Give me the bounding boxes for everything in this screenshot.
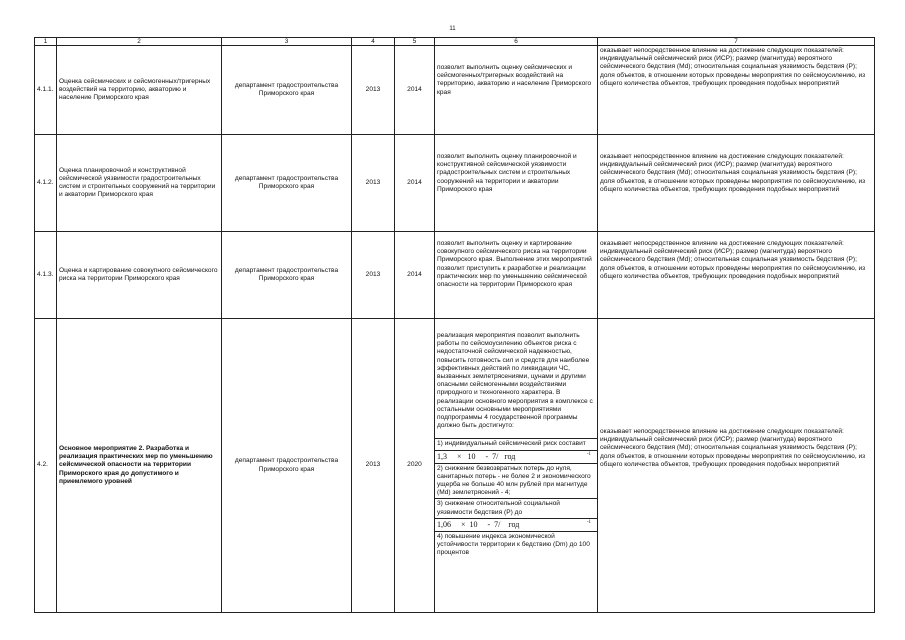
formula-2-exp: -1: [586, 519, 591, 525]
table-row: [35, 46, 875, 135]
activity-name: Оценка и картирование совокупного сейсмического риска на территории Приморского края: [57, 232, 222, 319]
header-col-3: 3: [222, 38, 352, 46]
expected-result: позволит выполнить оценку и картирование совокупного сейсмического риска на территории Приморского края. Выполнение этих мероприятий позволит приступить к разработке и реализации практических мер по уменьшению сейсмической опасности на территории Приморского края: [435, 232, 598, 319]
header-col-7: 7: [598, 38, 875, 46]
row-number: 4.2.: [35, 319, 57, 613]
activity-name: Оценка сейсмических и сейсмогенных/тригерных воздействий на территорию, акваторию и население Приморского края: [57, 46, 222, 135]
result-item-3: 3) снижение относительной социальной уязвимости бедствия (P) до: [435, 498, 597, 517]
header-col-2: 2: [57, 38, 222, 46]
row-number: 4.1.1.: [35, 46, 57, 135]
activity-name: Основное мероприятие 2. Разработка и реализация практических мер по уменьшению сейсмической опасности на территории Приморского края до допустимого и приемлемого уровней: [57, 319, 222, 613]
indicators: оказывает непосредственное влияние на достижение следующих показателей: индивидуальный сейсмический риск (ИСР); размер (магнитуда) вероятного сейсмического бедствия (Md); относительная социальная уязвимость бедствия (P); доля объектов, в отношении которых проведены мероприятия по сейсмоусилению, из общего количества объектов, требующих проведения подобных мероприятий: [598, 46, 875, 135]
formula-1-text: 1,3 × 10 - 7/ год: [437, 451, 516, 461]
program-table: [34, 37, 875, 613]
activity-name: Оценка планировочной и конструктивной сейсмической уязвимости градостроительных систем и строительных сооружений на территории и акватории Приморского края: [57, 135, 222, 232]
indicators: оказывает непосредственное влияние на достижение следующих показателей: индивидуальный сейсмический риск (ИСР); размер (магнитуда) вероятного сейсмического бедствия (Md); относительная социальная уязвимость бедствия (P); доля объектов, в отношении которых проведены мероприятия по сейсмоусилению, из общего количества объектов, требующих проведения подобных мероприятий: [598, 232, 875, 319]
executor: департамент градостроительства Приморского края: [222, 46, 352, 135]
header-col-5: 5: [395, 38, 435, 46]
header-col-6: 6: [435, 38, 598, 46]
indicators-text: оказывает непосредственное влияние на достижение следующих показателей: индивидуальный сейсмический риск (ИСР); размер (магнитуда) вероятного сейсмического бедствия (Md); относительная социальная уязвимость бедствия (P); доля объектов, в отношении которых проведены мероприятия по сейсмоусилению, из общего количества объектов, требующих проведения подобных мероприятий: [600, 428, 866, 468]
table-row: [35, 135, 875, 232]
formula-2-text: 1,06 × 10 - 7/ год: [437, 519, 520, 529]
expected-result: позволит выполнить оценку планировочной и конструктивной сейсмической уязвимости градостроительных систем и строительных сооружений на территории и акватории Приморского края: [435, 135, 598, 232]
result-intro: реализация мероприятия позволит выполнить работы по сейсмоусилению объектов риска с недостаточной сейсмической надежностью, повысить готовность сил и средств для наиболее эффективных действий по ликвидации ЧС, вызванных землетрясениями, цунами и другими опасными сейсмогенными воздействиями природного и техногенного характера. В реализации основного мероприятия в комплексе с остальными основными мероприятиями подпрограммы 4 государственной программы должно быть достигнуто:: [437, 332, 593, 430]
formula-1-exp: -1: [586, 451, 591, 457]
result-item-2: 2) снижение безвозвратных потерь до нуля, санитарных потерь - не более 2 и экономического ущерба не больше 40 млн рублей при магнитуде (Md) землетрясений - 4;: [437, 464, 591, 497]
start-year: 2013: [352, 232, 395, 319]
row-number: 4.1.2.: [35, 135, 57, 232]
result-item-4: 4) повышение индекса экономической устойчивости территории к бедствию (Dm) до 100 процентов: [437, 532, 590, 557]
result-item-1: 1) индивидуальный сейсмический риск составит: [435, 438, 597, 449]
start-year: 2013: [352, 46, 395, 135]
indicators: оказывает непосредственное влияние на достижение следующих показателей: индивидуальный сейсмический риск (ИСР); размер (магнитуда) вероятного сейсмического бедствия (Md); относительная социальная уязвимость бедствия (P); доля объектов, в отношении которых проведены мероприятия по сейсмоусилению, из общего количества объектов, требующих проведения подобных мероприятий: [598, 135, 875, 232]
indicators: [598, 319, 875, 613]
start-year: 2013: [352, 319, 395, 613]
row-number: 4.1.3.: [35, 232, 57, 319]
executor: департамент градостроительства Приморского края: [222, 232, 352, 319]
end-year: 2020: [395, 319, 435, 613]
end-year: 2014: [395, 135, 435, 232]
header-row: [35, 38, 875, 46]
table-row: [35, 232, 875, 319]
executor: департамент градостроительства Приморского края: [222, 319, 352, 613]
start-year: 2013: [352, 135, 395, 232]
formula-2: [435, 518, 597, 532]
expected-result: позволит выполнить оценку сейсмических и сейсмогенных/тригерных воздействий на территорию, акваторию и население Приморского края: [435, 46, 598, 135]
table-row-main-activity: [35, 319, 875, 613]
header-col-4: 4: [352, 38, 395, 46]
header-col-1: 1: [35, 38, 57, 46]
formula-1: [435, 450, 597, 464]
end-year: 2014: [395, 232, 435, 319]
expected-result: [435, 319, 598, 613]
page-number: 11: [449, 26, 456, 32]
end-year: 2014: [395, 46, 435, 135]
executor: департамент градостроительства Приморского края: [222, 135, 352, 232]
